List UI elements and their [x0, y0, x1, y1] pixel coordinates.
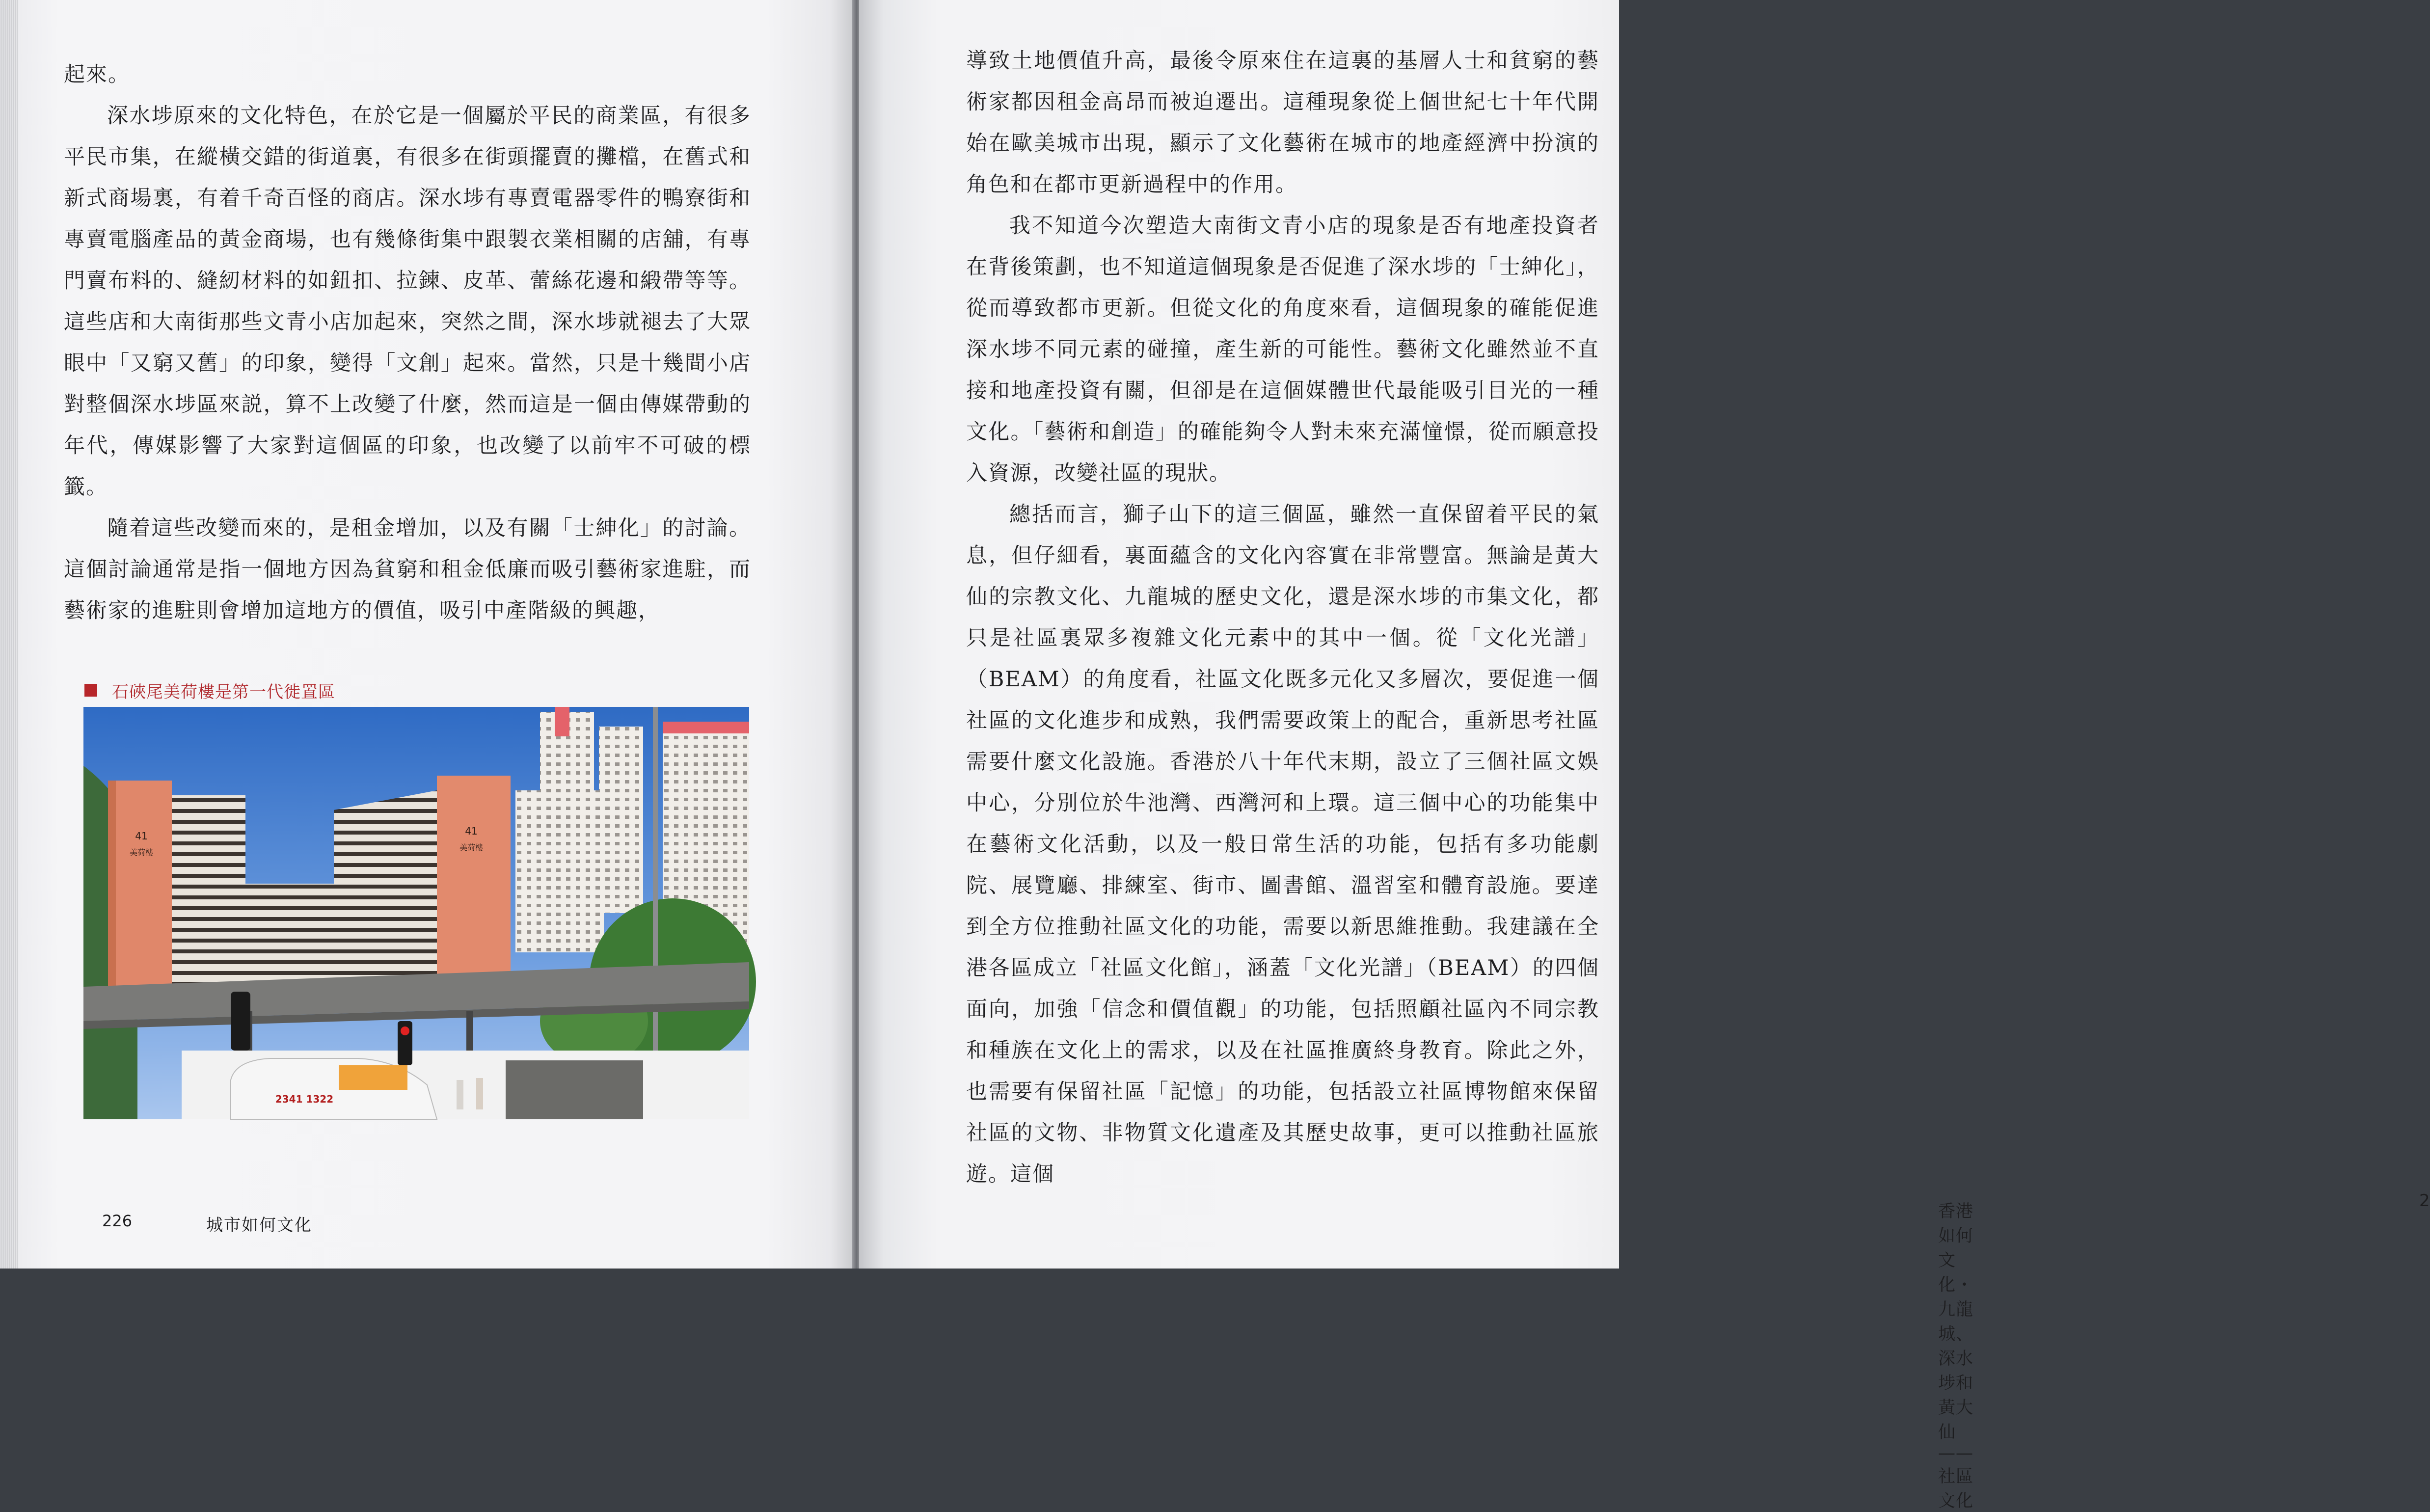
page-number-left: 226: [102, 1212, 133, 1230]
right-body-text: [966, 40, 1599, 1195]
building-name-left: 美荷樓: [129, 848, 154, 857]
figure-caption: [84, 678, 335, 702]
left-page: [0, 0, 854, 1269]
right-paragraph-2: 我不知道今次塑造大南街文青小店的現象是否有地產投資者在背後策劃，也不知道這個現象是否促進了深水埗的「士紳化」，從而導致都市更新。但從文化的角度來看，這個現象的確能促進深水埗不同元素的碰撞，產生新的可能性。藝術文化雖然並不直接和地產投資有關，但卻是在這個媒體世代最能吸引目光的一種文化。「藝術和創造」的確能夠令人對未來充滿憧憬，從而願意投入資源，改變社區的現狀。: [966, 214, 1599, 486]
right-paragraph-1: 導致土地價值升高，最後令原來住在這裏的基層人士和貧窮的藝術家都因租金高昂而被迫遷出。這種現象從上個世紀七十年代開始在歐美城市出現，顯示了文化藝術在城市的地產經濟中扮演的角色和在都市更新過程中的作用。: [966, 49, 1599, 197]
left-body-text: [64, 54, 751, 631]
caption-bullet-icon: [84, 684, 97, 697]
building-name-right: 美荷樓: [459, 843, 484, 852]
building-number-right: 41: [465, 825, 478, 837]
mei-ho-house-stairwell-left: [113, 781, 172, 1006]
left-paragraph-3: 隨着這些改變而來的，是租金增加，以及有關「士紳化」的討論。這個討論通常是指一個地方因為貧窮和租金低廉而吸引藝術家進駐，而藝術家的進駐則會增加這地方的價值，吸引中產階級的興趣，: [64, 516, 751, 623]
running-title-left: 城市如何文化: [206, 1215, 312, 1235]
page-edges: [0, 0, 18, 1269]
background-tower: [515, 790, 604, 952]
figure-caption-text: 石硤尾美荷樓是第一代徙置區: [112, 682, 335, 702]
building-number-left: 41: [135, 830, 148, 842]
traffic-light: [231, 992, 250, 1051]
running-title-right: 香港如何文化・九龍城、深水埗和黃大仙——社區文化: [1938, 1202, 1974, 1511]
left-paragraph-1: 起來。: [64, 62, 130, 87]
figure-photo: [83, 707, 749, 1119]
van-phone-number: 2341 1322: [275, 1093, 334, 1105]
left-paragraph-2: 深水埗原來的文化特色，在於它是一個屬於平民的商業區，有很多平民市集，在縱橫交錯的街道裏，有很多在街頭擺賣的攤檔，在舊式和新式商場裏，有着千奇百怪的商店。深水埗有專賣電器零件的鴨寮街和專賣電腦產品的黃金商場，也有幾條街集中跟製衣業相關的店舖，有專門賣布料的、縫紉材料的如鈕扣、拉鍊、皮革、蕾絲花邊和緞帶等等。這些店和大南街那些文青小店加起來，突然之間，深水埗就褪去了大眾眼中「又窮又舊」的印象，變得「文創」起來。當然，只是十幾間小店對整個深水埗區來説，算不上改變了什麼，然而這是一個由傳媒帶動的年代，傳媒影響了大家對這個區的印象，也改變了以前牢不可破的標籤。: [64, 104, 751, 499]
background-tower: [599, 727, 643, 913]
right-paragraph-3: 總括而言，獅子山下的這三個區，雖然一直保留着平民的氣息，但仔細看，裏面蘊含的文化內容實在非常豐富。無論是黃大仙的宗教文化、九龍城的歷史文化，還是深水埗的市集文化，都只是社區裏眾多複雜文化元素中的其中一個。從「文化光譜」（BEAM）的角度看，社區文化既多元化又多層次，要促進一個社區的文化進步和成熟，我們需要政策上的配合，重新思考社區需要什麼文化設施。香港於八十年代末期，設立了三個社區文娛中心，分別位於牛池灣、西灣河和上環。這三個中心的功能集中在藝術文化活動，以及一般日常生活的功能，包括有多功能劇院、展覽廳、排練室、街市、圖書館、溫習室和體育設施。要達到全方位推動社區文化的功能，需要以新思維推動。我建議在全港各區成立「社區文化館」，涵蓋「文化光譜」（BEAM）的四個面向，加強「信念和價值觀」的功能，包括照顧社區內不同宗教和種族在文化上的需求，以及在社區推廣終身教育。除此之外，也需要有保留社區「記憶」的功能，包括設立社區博物館來保留社區的文物、非物質文化遺產及其歷史故事，更可以推動社區旅遊。這個: [966, 502, 1599, 1187]
page-number-right: 2: [2419, 1191, 2430, 1211]
